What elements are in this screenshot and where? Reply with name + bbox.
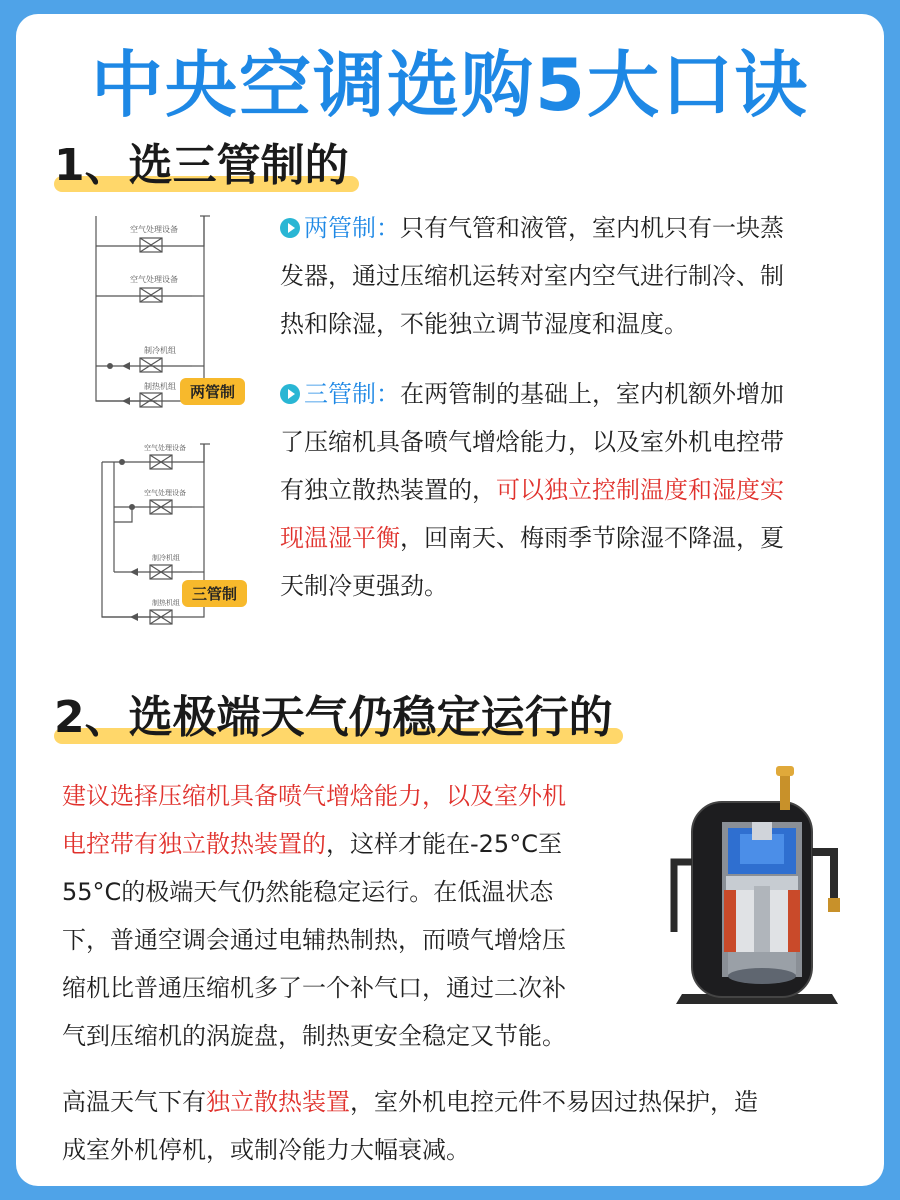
- diagram1-cool-label: 制冷机组: [144, 346, 176, 355]
- scroll-compressor-image: [662, 762, 852, 1012]
- three-pipe-paragraph: 三管制：在两管制的基础上，室内机额外增加 了压缩机具备喷气增焓能力，以及室外机电控带 有独立散热装置的，可以独立控制温度和湿度实 现温湿平衡，回南天、梅雨季节除湿不降温，夏 天制冷更强劲。: [280, 380, 784, 600]
- diagram1-unit-label-1: 空气处理设备: [130, 225, 178, 234]
- three-pipe-badge: 三管制: [182, 580, 247, 607]
- diagram1-unit-label-2: 空气处理设备: [130, 275, 178, 284]
- extreme-weather-paragraph: 建议选择压缩机具备喷气增焓能力，以及室外机 电控带有独立散热装置的，这样才能在-25°C至 55°C的极端天气仍然能稳定运行。在低温状态 下，普通空调会通过电辅热制热，而喷气增焓压 缩机比普通压缩机多了一个补气口，通过二次补 气到压缩机的涡旋盘，制热更安全稳定又节能。: [62, 782, 566, 1050]
- high-temp-paragraph: 高温天气下有独立散热装置，室外机电控元件不易因过热保护，造 成室外机停机，或制冷能力大幅衰减。: [62, 1088, 758, 1164]
- section2-heading: 2、选极端天气仍稳定运行的: [54, 688, 613, 748]
- diagram2-unit-label-1: 空气处理设备: [144, 444, 186, 452]
- page-title: 中央空调选购5大口诀: [90, 43, 810, 127]
- play-icon: [280, 384, 300, 404]
- diagram2-unit-label-2: 空气处理设备: [144, 489, 186, 497]
- two-pipe-paragraph: 两管制：只有气管和液管，室内机只有一块蒸 发器，通过压缩机运转对室内空气进行制冷、制 热和除湿，不能独立调节湿度和温度。: [280, 214, 784, 338]
- two-pipe-badge: 两管制: [180, 378, 245, 405]
- play-icon: [280, 218, 300, 238]
- diagram2-cool-label: 制冷机组: [152, 554, 180, 562]
- diagram1-heat-label: 制热机组: [144, 382, 176, 391]
- content-card: [16, 14, 884, 1186]
- section1-heading: 1、选三管制的: [54, 136, 349, 196]
- diagram2-heat-label: 制热机组: [152, 599, 180, 607]
